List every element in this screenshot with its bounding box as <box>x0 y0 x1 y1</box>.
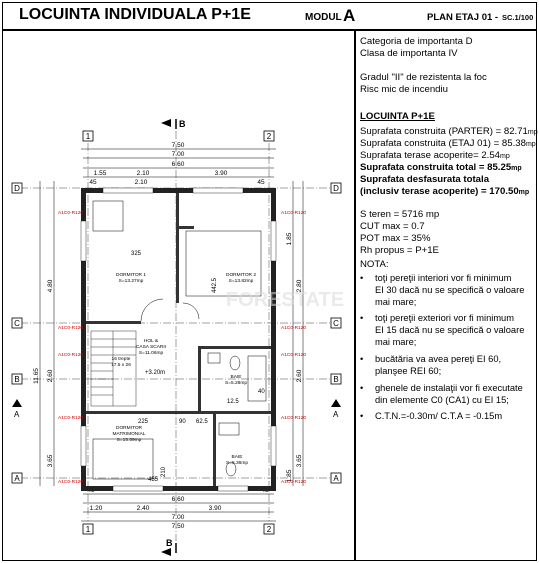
room-baie-2-area: S=5.36mp <box>225 461 249 466</box>
svg-text:A1C0-R120: A1C0-R120 <box>58 353 84 358</box>
interior-walls <box>86 193 271 486</box>
stairs-label-2: 17.5 x 26 <box>111 363 131 368</box>
surface-developed: Suprafata desfasurata totala <box>360 174 490 185</box>
dimension-lines <box>40 149 303 521</box>
module-label: MODUL <box>305 12 342 23</box>
section-title: LOCUINTA P+1E <box>360 111 435 122</box>
param-pot: POT max = 35% <box>360 233 431 244</box>
dim-bot-4: 1.20 <box>89 505 103 512</box>
dim-right-4: 3.65 <box>296 454 303 468</box>
axis-a-right: A <box>333 474 339 483</box>
dim-room-90: 90 <box>179 419 186 425</box>
importance-class: Clasa de importanta IV <box>360 48 458 59</box>
section-a-left: A <box>14 410 20 419</box>
axis-1-top: 1 <box>85 132 91 141</box>
room-dormitor-2-area: S=13.82mp <box>228 279 254 284</box>
surface-terraces: Suprafata terase acoperite= 2.54mp <box>360 150 510 161</box>
stairs <box>91 331 136 406</box>
room-dormitor-1-area: S=13.27mp <box>118 279 144 284</box>
svg-text:A1C0-R120: A1C0-R120 <box>58 416 84 421</box>
room-dormitor-1-name: DORMITOR 1 <box>115 273 147 278</box>
dim-left-3: 3.65 <box>47 454 54 468</box>
axis-a-left: A <box>14 474 20 483</box>
dim-top-1: 7.50 <box>171 142 185 149</box>
room-matrimonial-name2: MATRIMONIAL <box>112 432 146 437</box>
dim-bot-2: 6.60 <box>171 496 185 503</box>
dim-right-1: 1.85 <box>286 232 293 246</box>
fire-resistance: Gradul "II" de rezistenta la foc <box>360 72 487 83</box>
plan-scale: SC.1/100 <box>502 13 534 22</box>
note-4-line-2: din elemente C0 (CA1) cu EI 15; <box>375 395 509 405</box>
room-hol-name: HOL & <box>143 339 159 344</box>
dim-top-9: 45 <box>257 179 265 186</box>
dim-left-2: 2.60 <box>47 369 54 383</box>
importance-category: Categoria de importanta D <box>360 36 473 47</box>
svg-text:A1C0-R120: A1C0-R120 <box>58 326 84 331</box>
axis-2-top: 2 <box>266 132 272 141</box>
section-a-right: A <box>333 410 339 419</box>
project-title: LOCUINTA INDIVIDUALA P+1E <box>19 6 251 23</box>
room-baie-1-name: BAIE <box>230 375 242 380</box>
surface-total: Suprafata construita total = 85.25mp <box>360 162 522 173</box>
dim-left-total: 11.65 <box>33 368 40 384</box>
dim-top-8: 2.10 <box>134 179 148 186</box>
room-hol-name2: CASA SCARII <box>135 345 167 350</box>
room-matrimonial-name: DORMITOR <box>115 426 143 431</box>
axis-2-bottom: 2 <box>266 525 272 534</box>
section-b-top: B <box>179 119 186 129</box>
fire-risk: Risc mic de incendiu <box>360 84 448 95</box>
axis-d-right: D <box>333 184 339 193</box>
room-matrimonial-area: S=15.59mp <box>116 438 142 443</box>
param-cut: CUT max = 0.7 <box>360 221 425 232</box>
surface-developed-incl: (inclusiv terase acoperite) = 170.50mp <box>360 186 530 197</box>
dim-bot-6: 3.90 <box>208 505 222 512</box>
note-3-line-2: planşee REI 60; <box>375 366 442 376</box>
stairs-label: 16 trepte <box>111 357 131 362</box>
dim-room-225: 225 <box>138 419 149 425</box>
dim-top-5: 2.10 <box>136 170 150 177</box>
note-1-line-3: mai mare; <box>375 297 417 307</box>
svg-text:A1C0-R120: A1C0-R120 <box>281 211 307 216</box>
note-title: NOTA: <box>360 259 389 270</box>
dim-room-455: 455 <box>148 477 159 483</box>
axis-1-bottom: 1 <box>85 525 91 534</box>
svg-text:A1C0-R120: A1C0-R120 <box>58 480 84 485</box>
axis-c-right: C <box>333 319 339 328</box>
param-rh: Rh propus = P+1E <box>360 245 439 256</box>
note-2-line-3: mai mare; <box>375 337 417 347</box>
drawing-frame <box>2 30 355 561</box>
module-letter: A <box>343 6 356 25</box>
dim-bot-8: 7.50 <box>171 523 185 530</box>
surface-floor1: Suprafata construita (ETAJ 01) = 85.38mp <box>360 138 536 149</box>
svg-text:A1C0-R120: A1C0-R120 <box>281 480 307 485</box>
floor-level: +3.20m <box>145 370 166 376</box>
dim-bot-7: 7.00 <box>171 514 185 521</box>
svg-text:A1C0-R120: A1C0-R120 <box>58 211 84 216</box>
axis-b-left: B <box>14 375 20 384</box>
dim-room-4425: 442.5 <box>212 277 218 293</box>
note-1-line-1: • toţi pereţii interiori vor fi minimum <box>360 273 512 283</box>
dim-right-5: 1.85 <box>286 469 293 483</box>
plan-label: PLAN ETAJ 01 - <box>427 12 499 23</box>
dim-room-125: 12.5 <box>227 399 239 405</box>
dim-left-1: 4.80 <box>47 279 54 293</box>
note-2-line-1: • toţi pereţii exteriori vor fi minimum <box>360 313 514 323</box>
dim-bot-5: 2.40 <box>136 505 150 512</box>
note-2-line-2: EI 15 dacă nu se specifică o valoare <box>375 325 525 335</box>
axis-c-left: C <box>14 319 20 328</box>
svg-text:A1C0-R120: A1C0-R120 <box>281 326 307 331</box>
dim-top-6: 3.90 <box>214 170 228 177</box>
svg-text:A1C0-R120: A1C0-R120 <box>281 353 307 358</box>
dim-room-210: 210 <box>161 466 167 477</box>
dim-room-40: 40 <box>258 389 265 395</box>
surface-ground: Suprafata construita (PARTER) = 82.71mp <box>360 126 538 137</box>
note-5-line-1: • C.T.N.=-0.30m/ C.T.A = -0.15m <box>360 411 503 421</box>
room-hol-area: S=11.06mp <box>138 351 164 356</box>
title-block <box>2 2 537 30</box>
note-3-line-1: • bucătăria va avea pereţi EI 60, <box>360 354 502 364</box>
watermark-text: FORESTATE <box>225 289 345 311</box>
axis-d-left: D <box>14 184 20 193</box>
dim-room-325: 325 <box>131 251 142 257</box>
dim-top-3: 6.60 <box>171 161 185 168</box>
param-land: S teren = 5716 mp <box>360 209 440 220</box>
dim-right-3: 2.60 <box>296 369 303 383</box>
info-panel <box>355 30 537 561</box>
room-baie-2-name: BAIE <box>231 455 243 460</box>
dim-room-625: 62.5 <box>196 419 208 425</box>
room-dormitor-2-name: DORMITOR 2 <box>225 273 257 278</box>
svg-text:A1C0-R120: A1C0-R120 <box>281 416 307 421</box>
dim-top-7: 45 <box>89 179 97 186</box>
dim-right-2: 2.80 <box>296 279 303 293</box>
dim-top-4: 1.55 <box>93 170 107 177</box>
section-b-bottom: B <box>166 538 173 548</box>
note-1-line-2: EI 30 dacă nu se specifică o valoare <box>375 285 525 295</box>
note-4-line-1: • ghenele de instalaţii vor fi executate <box>360 383 523 393</box>
floor-plan <box>3 31 354 560</box>
axis-b-right: B <box>333 375 339 384</box>
dim-top-2: 7.00 <box>171 151 185 158</box>
room-baie-1-area: S=5.28mp <box>224 381 248 386</box>
